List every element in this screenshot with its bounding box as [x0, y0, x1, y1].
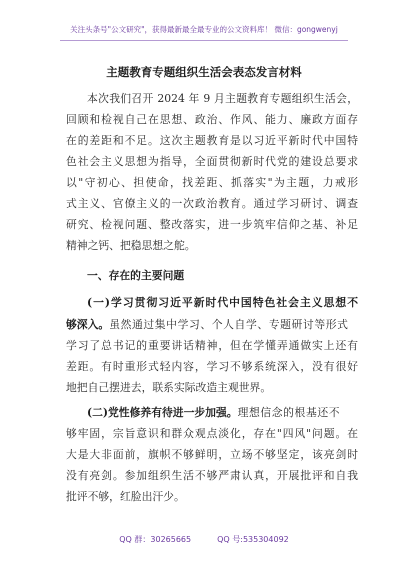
header-banner: 关注头条号"公文研究"，获得最新最全最专业的公文资料库！ 微信：gongwenyj — [70, 25, 338, 34]
intro-line-5: 以"守初心、担使命，找差距、抓落实"为主题，力戒形 — [66, 176, 358, 189]
section-heading-problems: 一、存在的主要问题 — [87, 269, 185, 282]
point1-line-2: 学习了总书记的重要讲话精神，但在学懂弄通做实上还有 — [66, 339, 358, 352]
footer-qq-number: QQ 号:535304092 — [217, 535, 289, 544]
document-title: 主题教育专题组织生活会表态发言材料 — [106, 65, 302, 79]
intro-line-3: 在的差距和不足。这次主题教育是以习近平新时代中国特 — [66, 134, 358, 147]
point1-text-1: 虽然通过集中学习、个人自学、专题研讨等形式 — [109, 318, 349, 331]
point2-line-0 — [87, 406, 358, 419]
point1-heading-line-1: (一)学习贯彻习近平新时代中国特色社会主义思想不 — [87, 296, 358, 309]
point2-heading: (二)党性修养有待进一步加强。 — [87, 406, 238, 419]
intro-line-1: 本次我们召开 2024 年 9 月主题教育专题组织生活会， — [87, 92, 358, 105]
point1-heading-line-2: 够深入。 — [66, 318, 110, 331]
point1-line-4: 地把自己摆进去，联系实际改造主观世界。 — [66, 381, 272, 394]
point2-line-2: 大是大非面前，旗帜不够鲜明，立场不够坚定，该亮剑时 — [66, 448, 358, 461]
footer-contact — [0, 534, 408, 545]
point2-line-4: 批评不够，红脸出汗少。 — [66, 490, 185, 503]
intro-line-8: 精神之钙、把稳思想之舵。 — [66, 239, 196, 252]
intro-line-4: 色社会主义思想为指导，全面贯彻新时代党的建设总要求 — [66, 155, 358, 168]
header-divider — [60, 40, 348, 41]
intro-line-7: 研究、检视问题、整改落实，进一步筑牢信仰之基、补足 — [66, 218, 358, 231]
point2-line-3: 没有亮剑。参加组织生活不够严肃认真，开展批评和自我 — [66, 469, 358, 482]
point1-line-1 — [66, 318, 358, 331]
point2-line-1: 够牢固，宗旨意识和群众观点淡化，存在"四风"问题。在 — [66, 427, 358, 440]
intro-line-6: 式主义、官僚主义的一次政治教育。通过学习研讨、调查 — [66, 197, 358, 210]
point1-line-3: 差距。有时重形式轻内容，学习不够系统深入，没有很好 — [66, 360, 358, 373]
point2-text-0: 理想信念的根基还不 — [237, 406, 341, 419]
footer-qq-group: QQ 群：30265665 — [119, 535, 192, 544]
intro-line-2: 回顾和检视自己在思想、政治、作风、能力、廉政方面存 — [66, 113, 358, 126]
